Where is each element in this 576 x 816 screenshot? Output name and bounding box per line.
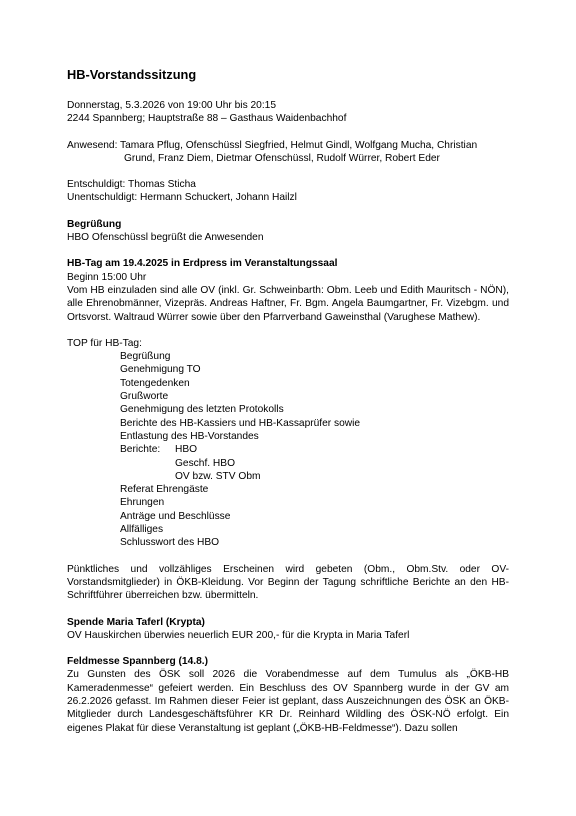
top-agenda xyxy=(67,337,509,550)
berichte-item: Geschf. HBO xyxy=(175,457,236,469)
top-item: Ehrungen xyxy=(120,497,165,509)
document-title: HB-Vorstandssitzung xyxy=(67,67,197,82)
field-mass-text: Zu Gunsten des ÖSK soll 2026 die Vorabendmesse auf dem Tumulus als „ÖKB-HB Kameradenmesse“ gefeiert werden. Ein Beschluss des OV Spannberg wurde in der GV am 26.2.2026 gefasst. Im Rahmen dieser Feier ist geplant, dass Auszeichnungen des ÖSK an ÖKB-Mitglieder durch Landesgeschäftsführer KR Dr. Reinhard Wildling des ÖSK-NÖ erfolgt. Ein eigenes Plakat für diese Veranstaltung ist geplant („ÖKB-HB-Feldmesse“). Dazu sollen xyxy=(67,669,509,734)
hb-tag-closing xyxy=(67,563,509,603)
top-item: Anträge und Beschlüsse xyxy=(120,510,231,522)
top-item: Genehmigung TO xyxy=(120,364,201,376)
top-item: Referat Ehrengäste xyxy=(120,484,209,496)
section-greeting xyxy=(67,218,509,245)
attendance-absent xyxy=(67,178,509,205)
document-page xyxy=(67,67,509,748)
meeting-location: 2244 Spannberg; Hauptstraße 88 – Gasthaus Waidenbachhof xyxy=(67,113,347,125)
excused-list: Entschuldigt: Thomas Sticha xyxy=(67,179,196,191)
top-item: Grußworte xyxy=(120,391,169,403)
hb-tag-start: Beginn 15:00 Uhr xyxy=(67,271,147,283)
berichte-item: OV bzw. STV Obm xyxy=(175,470,261,482)
top-list xyxy=(120,350,509,549)
field-mass-heading: Feldmesse Spannberg (14.8.) xyxy=(67,656,208,668)
unexcused-list: Unentschuldigt: Hermann Schuckert, Johann Hailzl xyxy=(67,192,297,204)
section-field-mass xyxy=(67,655,509,735)
donation-heading: Spende Maria Taferl (Krypta) xyxy=(67,616,205,628)
berichte-row xyxy=(120,443,509,456)
top-item: Schlusswort des HBO xyxy=(120,537,220,549)
attendance-present xyxy=(67,139,509,166)
top-item: Totengedenken xyxy=(120,377,190,389)
greeting-text: HBO Ofenschüssl begrüßt die Anwesenden xyxy=(67,232,264,244)
section-hb-tag xyxy=(67,257,509,323)
top-item: Begrüßung xyxy=(120,351,171,363)
hb-tag-heading: HB-Tag am 19.4.2025 in Erdpress im Veranstaltungssaal xyxy=(67,258,338,270)
meeting-info xyxy=(67,99,509,126)
donation-text: OV Hauskirchen überwies neuerlich EUR 200,- für die Krypta in Maria Taferl xyxy=(67,629,410,641)
meeting-date: Donnerstag, 5.3.2026 von 19:00 Uhr bis 20:15 xyxy=(67,100,276,111)
hb-tag-invitees: Vom HB einzuladen sind alle OV (inkl. Gr. Schweinbarth: Obm. Leeb und Edith Mauritsch - NÖN), alle Ehrenobmänner, Vizepräs. Andreas Haftner, Fr. Bgm. Angela Baumgartner, Fr. Vizebgm. und Ortsvorst. Waltraud Würrer sowie über den Pfarrverband Gaweinsthal (Varughese Mathew). xyxy=(67,284,509,323)
top-item: Allfälliges xyxy=(120,524,164,536)
top-item: Genehmigung des letzten Protokolls xyxy=(120,404,284,416)
hb-tag-closing-text: Pünktliches und vollzähliges Erscheinen wird gebeten (Obm., Obm.Stv. oder OV-Vorstandsmitglieder) in ÖKB-Kleidung. Vor Beginn der Tagung schriftliche Berichte an den HB-Schriftführer überreichen bzw. übermitteln. xyxy=(67,563,509,602)
berichte-label: Berichte: xyxy=(120,444,161,456)
greeting-heading: Begrüßung xyxy=(67,218,122,230)
section-donation xyxy=(67,616,509,643)
berichte-item: HBO xyxy=(175,444,198,456)
top-item: Berichte des HB-Kassiers und HB-Kassaprüfer sowie xyxy=(120,417,361,429)
present-list: Anwesend: Tamara Pflug, Ofenschüssl Siegfried, Helmut Gindl, Wolfgang Mucha, Christian Grund, Franz Diem, Dietmar Ofenschüssl, Rudolf Würrer, Robert Eder xyxy=(67,139,478,164)
top-item: Entlastung des HB-Vorstandes xyxy=(120,430,259,442)
top-label: TOP für HB-Tag: xyxy=(67,337,142,349)
